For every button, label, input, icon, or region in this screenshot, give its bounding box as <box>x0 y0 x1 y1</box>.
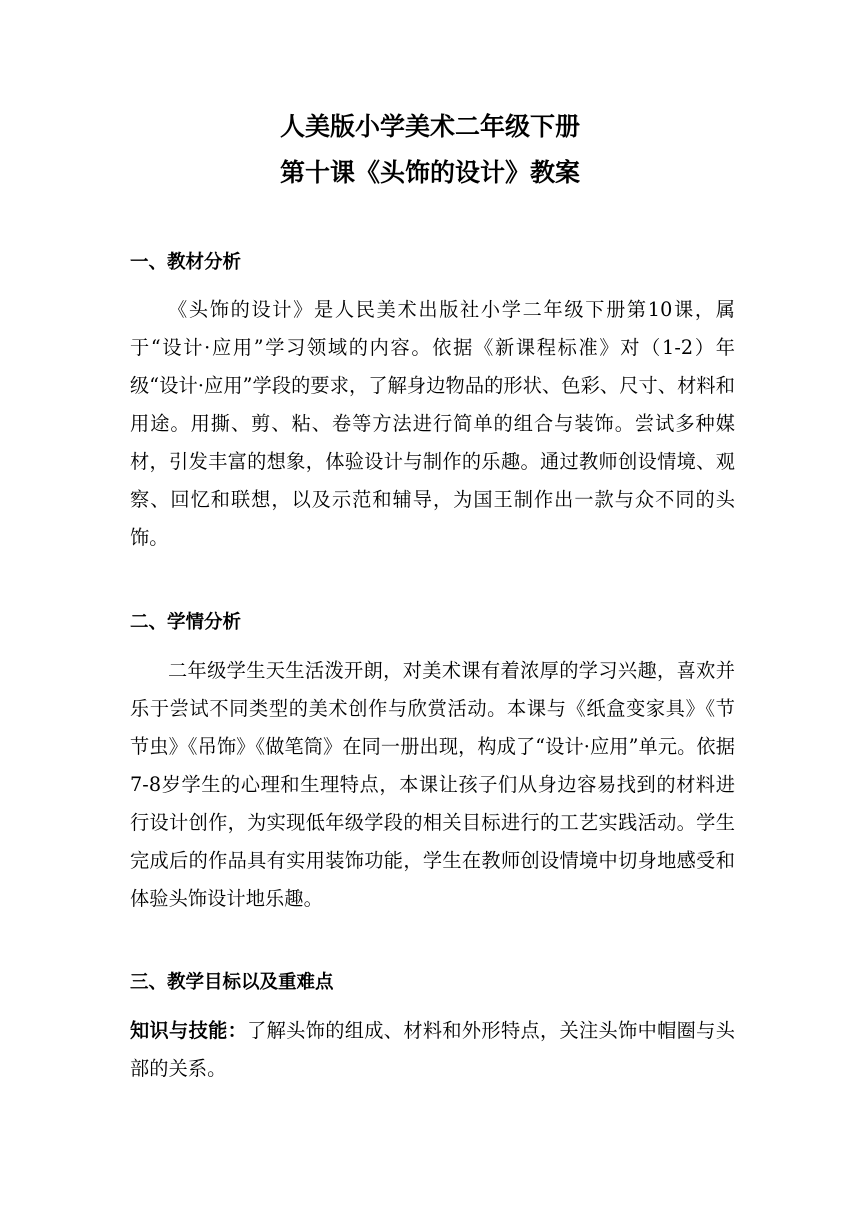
section-paragraph-teaching-goals <box>130 1012 735 1088</box>
document-title-line2: 第十课《头饰的设计》教案 <box>279 158 580 187</box>
section-heading-student-analysis: 二、学情分析 <box>130 612 242 633</box>
section-heading-material-analysis: 一、教材分析 <box>130 252 242 273</box>
knowledge-skills-label: 知识与技能： <box>130 1019 248 1042</box>
section-paragraph-material-analysis: 《头饰的设计》是人民美术出版社小学二年级下册第10课，属于“设计·应用”学习领域的内容。依据《新课程标准》对（1-2）年级“设计·应用”学段的要求，了解身边物品的形状、色彩、尺寸、材料和用途。用撕、剪、粘、卷等方法进行简单的组合与装饰。尝试多种媒材，引发丰富的想象，体验设计与制作的乐趣。通过教师创设情境、观察、回忆和联想，以及示范和辅导，为国王制作出一款与众不同的头饰。 <box>130 298 735 549</box>
document-title-line1: 人美版小学美术二年级下册 <box>279 112 580 141</box>
knowledge-skills-text: 了解头饰的组成、材料和外形特点，关注头饰中帽圈与头部的关系。 <box>130 1019 735 1080</box>
section-paragraph-student-analysis: 二年级学生天生活泼开朗，对美术课有着浓厚的学习兴趣，喜欢并乐于尝试不同类型的美术创作与欣赏活动。本课与《纸盒变家具》《节节虫》《吊饰》《做笔筒》在同一册出现，构成了“设计·应用”单元。依据7-8岁学生的心理和生理特点，本课让孩子们从身边容易找到的材料进行设计创作，为实现低年级学段的相关目标进行的工艺实践活动。学生完成后的作品具有实用装饰功能，学生在教师创设情境中切身地感受和体验头饰设计地乐趣。 <box>130 659 735 910</box>
section-heading-teaching-goals: 三、教学目标以及重难点 <box>130 972 334 993</box>
